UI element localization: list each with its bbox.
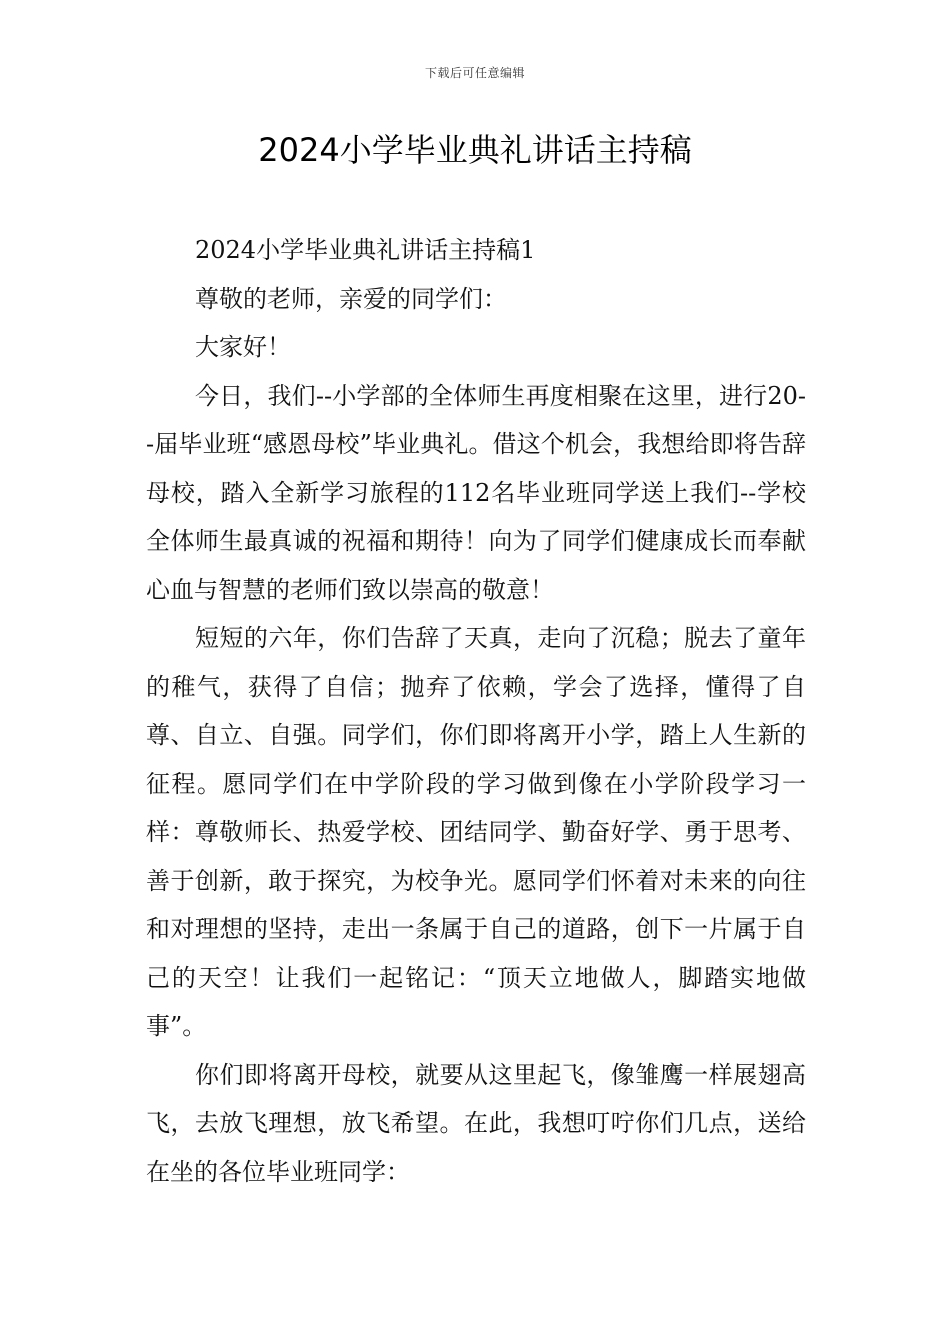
header-note: 下载后可任意编辑 xyxy=(424,66,525,80)
paragraph: 今日，我们--小学部的全体师生再度相聚在这里，进行20--届毕业班“感恩母校”毕业典礼。借这个机会，我想给即将告辞母校，踏入全新学习旅程的112名毕业班同学送上我们--学校全体师生最真诚的祝福和期待！向为了同学们健康成长而奉献心血与智慧的老师们致以崇高的敬意！ xyxy=(146,381,806,604)
document-title: 2024小学毕业典礼讲话主持稿 xyxy=(258,131,692,169)
salutation: 尊敬的老师，亲爱的同学们： xyxy=(195,284,507,313)
section-heading: 2024小学毕业典礼讲话主持稿1 xyxy=(195,236,536,264)
paragraph: 短短的六年，你们告辞了天真，走向了沉稳；脱去了童年的稚气，获得了自信；抛弃了依赖，学会了选择，懂得了自尊、自立、自强。同学们，你们即将离开小学，踏上人生新的征程。愿同学们在中学阶段的学习做到像在小学阶段学习一样：尊敬师长、热爱学校、团结同学、勤奋好学、勇于思考、善于创新，敢于探究，为校争光。愿同学们怀着对未来的向往和对理想的坚持，走出一条属于自己的道路，创下一片属于自己的天空！让我们一起铭记：“顶天立地做人，脚踏实地做事”。 xyxy=(146,624,806,1040)
document-body xyxy=(146,226,806,1196)
paragraph: 你们即将离开母校，就要从这里起飞，像雏鹰一样展翅高飞，去放飞理想，放飞希望。在此，我想叮咛你们几点，送给在坐的各位毕业班同学： xyxy=(146,1060,806,1186)
greeting: 大家好！ xyxy=(195,333,291,361)
